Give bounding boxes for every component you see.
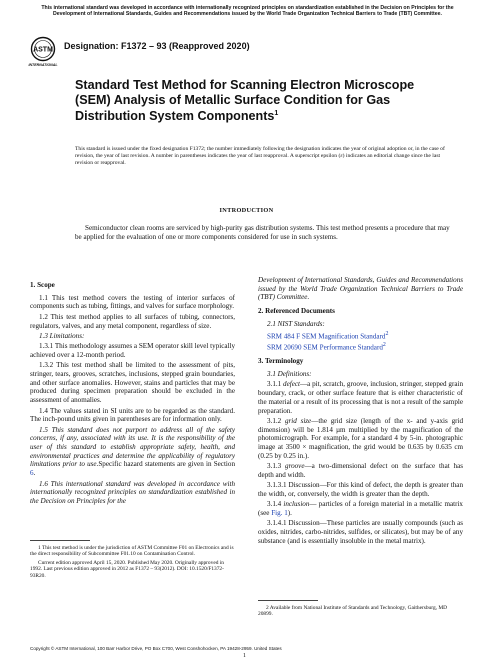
term-grid-size: grid size bbox=[284, 416, 312, 425]
para-1-2: 1.2 This test method applies to all surfaces of tubing, connectors, regulators, valves, and any metal component, regardless of size. bbox=[30, 312, 235, 330]
designation: Designation: F1372 – 93 (Reapproved 2020) bbox=[64, 41, 250, 51]
para-3-1-3-1: 3.1.3.1 Discussion—For this kind of defect, the depth is greater than the width, or, conversely, the width is greater than the depth. bbox=[258, 481, 463, 498]
para-1-3-2: 1.3.2 This test method shall be limited to the assessment of pits, stringer, tears, grooves, scratches, inclusions, stepped grain boundaries, and other surface anomalies. However, stains and particles that may be produced during specimen preparation should be excluded in the assessment of anomalies. bbox=[30, 361, 235, 405]
para-1-4: 1.4 The values stated in SI units are to be regarded as the standard. The inch-pound units given in parentheses are for information only. bbox=[30, 406, 235, 424]
section-heading-terminology: 3. Terminology bbox=[258, 357, 304, 366]
para-3-1-1-num: 3.1.1 bbox=[267, 380, 284, 389]
srm-20690-name[interactable]: SEM Performance Standard bbox=[303, 343, 383, 352]
para-3-1-4-text: — particles of a foreign material in a metallic matrix (see bbox=[258, 500, 463, 518]
fig-1-link[interactable]: Fig. 1 bbox=[271, 509, 288, 518]
footnote-1: 1 This test method is under the jurisdiction of ASTM Committee F01 on Electronics and is the direct responsibility of Subcommittee F01.10 on Contamination Control. bbox=[30, 545, 234, 558]
srm-20690-footnote-ref[interactable]: 2 bbox=[382, 342, 386, 349]
srm-484f-name[interactable]: SEM Magnification Standard bbox=[301, 332, 386, 341]
para-3-1-2 bbox=[258, 417, 463, 461]
term-groove: groove bbox=[285, 462, 305, 471]
page-number: 1 bbox=[243, 653, 246, 659]
para-1-5-end: . bbox=[33, 469, 36, 478]
para-3-1-3-text: —a two-dimensional defect on the surface that has depth and width. bbox=[258, 462, 463, 479]
para-3-1-2-num: 3.1.2 bbox=[267, 416, 285, 425]
copyright-line: Copyright © ASTM International, 100 Barr Harbor Drive, PO Box C700, West Conshohocken, PA 19428-2959. United States bbox=[30, 646, 282, 651]
section-heading-referenced-documents: 2. Referenced Documents bbox=[258, 307, 335, 316]
right-column bbox=[258, 276, 463, 547]
para-3-1-1 bbox=[258, 380, 463, 415]
para-3-1-4-1: 3.1.4.1 Discussion—These particles are usually compounds (such as oxides, nitrides, carbo-nitrides, sulfides, or silicates), but may be of any substance (and is essentially insoluble in the metal matrix). bbox=[258, 519, 463, 545]
para-3-1-1-text: —a pit, scratch, groove, inclusion, stringer, stepped grain boundary, crack, or other surface feature that is either characteristic of the material or a result of its processing that is not a result of the sample preparation. bbox=[258, 380, 463, 415]
footnote-1-edition: Current edition approved April 15, 2020. Published May 2020. Originally approved in 1992. Last previous edition approved in 2012 as F1372 – 93(2012). DOI: 10.1520/F1372-93R20. bbox=[30, 559, 224, 579]
para-3-1: 3.1 Definitions: bbox=[267, 370, 312, 379]
srm-20690-id[interactable]: SRM 20690 bbox=[267, 343, 302, 352]
introduction-heading: INTRODUCTION bbox=[219, 207, 274, 214]
document-title bbox=[75, 78, 435, 124]
section-6-link[interactable]: 6 bbox=[30, 469, 34, 478]
para-1-1: 1.1 This test method covers the testing of interior surfaces of components such as tubing, fittings, and valves for surface morphology. bbox=[30, 293, 235, 311]
footnotes-right bbox=[258, 605, 463, 620]
para-1-5-tail: Specific hazard statements are given in Section bbox=[98, 460, 235, 469]
para-1-6-continued: Development of International Standards, Guides and Recommendations issued by the World Trade Organization Technical Barriers to Trade (TBT) Committee. bbox=[258, 276, 463, 302]
srm-484f[interactable] bbox=[258, 330, 463, 341]
para-3-1-4-num: 3.1.4 bbox=[267, 500, 284, 509]
section-heading-scope: 1. Scope bbox=[30, 281, 55, 289]
para-2-1: 2.1 NIST Standards: bbox=[267, 319, 325, 328]
para-1-5 bbox=[30, 426, 235, 478]
para-3-1-4 bbox=[258, 500, 463, 517]
para-1-3: 1.3 Limitations: bbox=[39, 331, 85, 340]
left-column bbox=[30, 276, 235, 507]
term-inclusion: inclusion bbox=[283, 500, 310, 509]
footnote-2: 2 Available from National Institute of Standards and Technology, Gaithersburg, MD 20899. bbox=[258, 605, 448, 618]
term-defect: defect bbox=[283, 380, 300, 389]
title-text: Standard Test Method for Scanning Electron Microscope (SEM) Analysis of Metallic Surface Condition for Gas Distribution System Components bbox=[75, 78, 415, 124]
srm-484f-footnote-ref[interactable]: 2 bbox=[385, 331, 389, 338]
srm-484f-id[interactable]: SRM 484 F bbox=[267, 332, 301, 341]
logo-text: INTERNATIONAL bbox=[28, 63, 58, 67]
introduction-text: Semiconductor clean rooms are serviced by high-purity gas distribution systems. This test method presents a procedure that may be applied for the evaluation of one or more components considered for use in such systems. bbox=[75, 224, 450, 241]
svg-text:ASTM: ASTM bbox=[33, 46, 53, 54]
footnotes-left bbox=[30, 545, 235, 581]
para-3-1-2-text: —the grid size (length of the x- and y-axis grid dimension) will be 1.814 µm multiplied by the magnification of the photomicrograph. For example, for a standard 4 by 5-in. photographic image at 3500 × magnification, the grid would be 0.635 by 0.635 cm (0.25 by 0.25 in.). bbox=[258, 416, 463, 460]
para-3-1-4-end: ). bbox=[287, 509, 292, 518]
para-1-6: 1.6 This international standard was developed in accordance with internationally recognized principles on standardization established in the Decision on Principles for the bbox=[30, 479, 235, 505]
footnote-rule-left bbox=[30, 540, 90, 541]
astm-logo-icon bbox=[30, 36, 56, 68]
footnote-rule-right bbox=[258, 600, 318, 601]
para-1-5-text: 1.5 This standard does not purport to address all of the safety concerns, if any, associated with its use. It is the responsibility of the user of this standard to establish appropriate safety, health, and environmental practices and determine the applicability of regulatory limitations prior to use. bbox=[30, 425, 235, 469]
title-footnote-ref[interactable]: 1 bbox=[274, 110, 279, 117]
tbt-notice: This international standard was developed in accordance with internationally recognized principles on standardization established in the Decision on Principles for the Development of International Standards, Guides and Recommendations issued by the World Trade Organization Technical Barriers to Trade (TBT) Committee. bbox=[41, 5, 454, 18]
para-3-1-3-num: 3.1.3 bbox=[267, 462, 286, 471]
para-1-3-1: 1.3.1 This methodology assumes a SEM operator skill level typically achieved over a 12-month period. bbox=[30, 342, 235, 359]
standard-issue-note: This standard is issued under the fixed designation F1372; the number immediately following the designation indicates the year of original adoption or, in the case of revision, the year of last revision. A number in parentheses indicates the year of last reapproval. A superscript epsilon (ε) indicates an editorial change since the last revision or reapproval. bbox=[75, 146, 445, 166]
para-3-1-3 bbox=[258, 462, 463, 479]
srm-20690[interactable] bbox=[258, 341, 463, 352]
